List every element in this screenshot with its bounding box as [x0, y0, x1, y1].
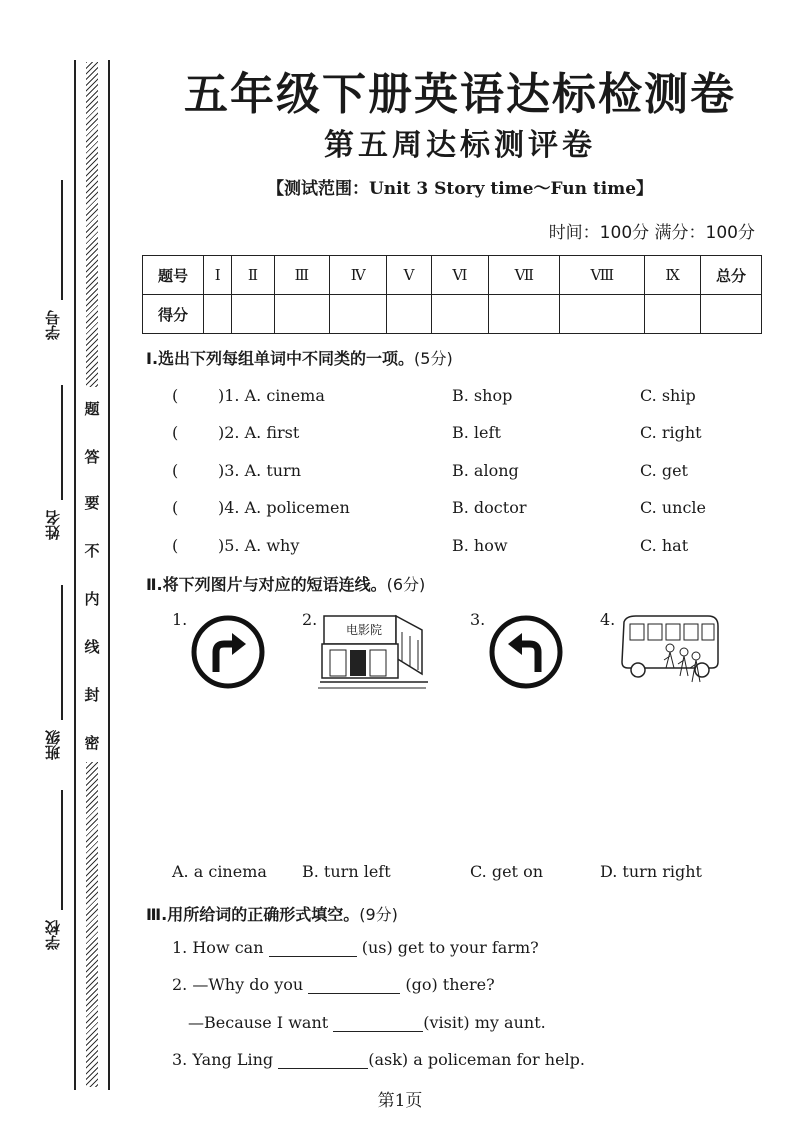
turn-right-sign-icon — [190, 614, 266, 690]
seal-char: 答 — [84, 448, 100, 466]
question-option-c: C. uncle — [640, 498, 706, 517]
answer-paren[interactable]: ( — [172, 386, 179, 405]
question-option-b: B. along — [452, 461, 519, 480]
score-table-score-row — [143, 295, 762, 334]
question-option-c: C. hat — [640, 536, 689, 555]
turn-left-sign-icon — [488, 614, 564, 690]
margin-label-name: 姓名 — [44, 510, 62, 540]
margin-label-school: 学校 — [44, 920, 62, 950]
fill-text: 3. Yang Ling — [172, 1050, 279, 1069]
test-scope: 【测试范围：Unit 3 Story time～Fun time】 — [266, 179, 654, 199]
score-table-header-row — [143, 256, 762, 295]
question-option-b: B. shop — [452, 386, 513, 405]
fill-question — [188, 1013, 546, 1032]
section-3-heading — [146, 902, 398, 925]
question-option-a: )5. A. why — [218, 536, 300, 555]
question-option-a: )2. A. first — [218, 423, 300, 442]
question-option-b: B. left — [452, 423, 501, 442]
seal-char: 不 — [84, 542, 100, 560]
margin-label-student-id: 学号 — [44, 310, 62, 340]
question-option-c: C. ship — [640, 386, 696, 405]
section-2-points: (6分) — [386, 575, 426, 594]
section-3-title: Ⅲ.用所给词的正确形式填空。 — [146, 905, 360, 924]
score-cell-total[interactable] — [701, 295, 762, 334]
question-option-c: C. right — [640, 423, 702, 442]
answer-paren[interactable]: ( — [172, 461, 179, 480]
question-option-b: B. how — [452, 536, 508, 555]
margin-line-student-id — [61, 180, 63, 300]
picture-number: 3. — [470, 610, 486, 629]
margin-hatch-bottom — [86, 762, 98, 1087]
score-table-col: Ⅸ — [645, 256, 701, 295]
section-2-title: Ⅱ.将下列图片与对应的短语连线。 — [146, 575, 387, 594]
margin-rule-inner — [108, 60, 110, 1090]
score-table-col: Ⅳ — [330, 256, 387, 295]
seal-char: 题 — [84, 400, 100, 418]
seal-char: 要 — [84, 494, 100, 512]
margin-line-school — [61, 790, 63, 910]
score-table-row-label: 题号 — [143, 256, 204, 295]
fill-question — [172, 1050, 585, 1069]
answer-paren[interactable]: ( — [172, 498, 179, 517]
section-2-heading — [146, 572, 425, 595]
seal-char: 密 — [84, 734, 100, 752]
margin-line-name — [61, 385, 63, 500]
score-cell[interactable] — [232, 295, 274, 334]
score-table-total-label: 总分 — [701, 256, 762, 295]
score-cell[interactable] — [204, 295, 232, 334]
seal-char: 线 — [84, 638, 100, 656]
score-table-col: Ⅱ — [232, 256, 274, 295]
score-table — [142, 255, 762, 334]
fill-question — [172, 975, 495, 994]
margin-label-class: 班级 — [44, 730, 62, 760]
score-cell[interactable] — [431, 295, 489, 334]
picture-number: 2. — [302, 610, 318, 629]
answer-paren[interactable]: ( — [172, 536, 179, 555]
question-option-c: C. get — [640, 461, 688, 480]
fill-hint: (go) there? — [400, 975, 495, 994]
picture-number: 4. — [600, 610, 616, 629]
question-option-a: )3. A. turn — [218, 461, 302, 480]
score-table-row-label: 得分 — [143, 295, 204, 334]
score-table-col: Ⅶ — [489, 256, 560, 295]
cinema-sign-text: 电影院 — [346, 623, 383, 637]
score-table-col: Ⅰ — [204, 256, 232, 295]
score-cell[interactable] — [387, 295, 431, 334]
people-getting-on-bus-icon — [616, 612, 722, 692]
match-option: D. turn right — [600, 862, 702, 881]
score-table-col: Ⅲ — [274, 256, 330, 295]
page-subtitle: 第五周达标测评卷 — [324, 128, 596, 163]
fill-question — [172, 938, 539, 957]
fill-hint: (ask) a policeman for help. — [368, 1050, 586, 1069]
score-table-col: Ⅵ — [431, 256, 489, 295]
section-1-heading — [146, 346, 453, 369]
score-cell[interactable] — [645, 295, 701, 334]
question-option-a: )4. A. policemen — [218, 498, 350, 517]
margin-hatch-top — [86, 62, 98, 387]
section-1-points: (5分) — [414, 349, 453, 368]
question-option-b: B. doctor — [452, 498, 527, 517]
section-1-title: Ⅰ.选出下列每组单词中不同类的一项。 — [146, 349, 415, 368]
fill-hint: (us) get to your farm? — [356, 938, 539, 957]
picture-number: 1. — [172, 610, 188, 629]
match-option: A. a cinema — [172, 862, 267, 881]
fill-blank[interactable] — [278, 1050, 368, 1069]
fill-text: 2. —Why do you — [172, 975, 309, 994]
score-table-col: Ⅷ — [560, 256, 645, 295]
seal-char: 封 — [84, 686, 100, 704]
score-table-col: Ⅴ — [387, 256, 431, 295]
fill-hint: (visit) my aunt. — [423, 1013, 546, 1032]
seal-char: 内 — [84, 590, 100, 608]
page-title: 五年级下册英语达标检测卷 — [184, 69, 736, 120]
margin-rule-outer — [74, 60, 76, 1090]
score-cell[interactable] — [330, 295, 387, 334]
match-option: C. get on — [470, 862, 544, 881]
fill-blank[interactable] — [269, 938, 357, 957]
score-cell[interactable] — [560, 295, 645, 334]
fill-blank[interactable] — [333, 1013, 423, 1032]
page-number: 第1页 — [377, 1091, 423, 1111]
time-score-info: 时间：100分 满分：100分 — [548, 223, 755, 243]
answer-paren[interactable]: ( — [172, 423, 179, 442]
margin-line-class — [61, 585, 63, 720]
section-3-points: (9分) — [359, 905, 398, 924]
score-cell[interactable] — [489, 295, 560, 334]
fill-text: 1. How can — [172, 938, 269, 957]
fill-blank[interactable] — [308, 975, 400, 994]
score-cell[interactable] — [274, 295, 330, 334]
fill-text: —Because I want — [188, 1013, 334, 1032]
match-option: B. turn left — [302, 862, 391, 881]
question-option-a: )1. A. cinema — [218, 386, 325, 405]
